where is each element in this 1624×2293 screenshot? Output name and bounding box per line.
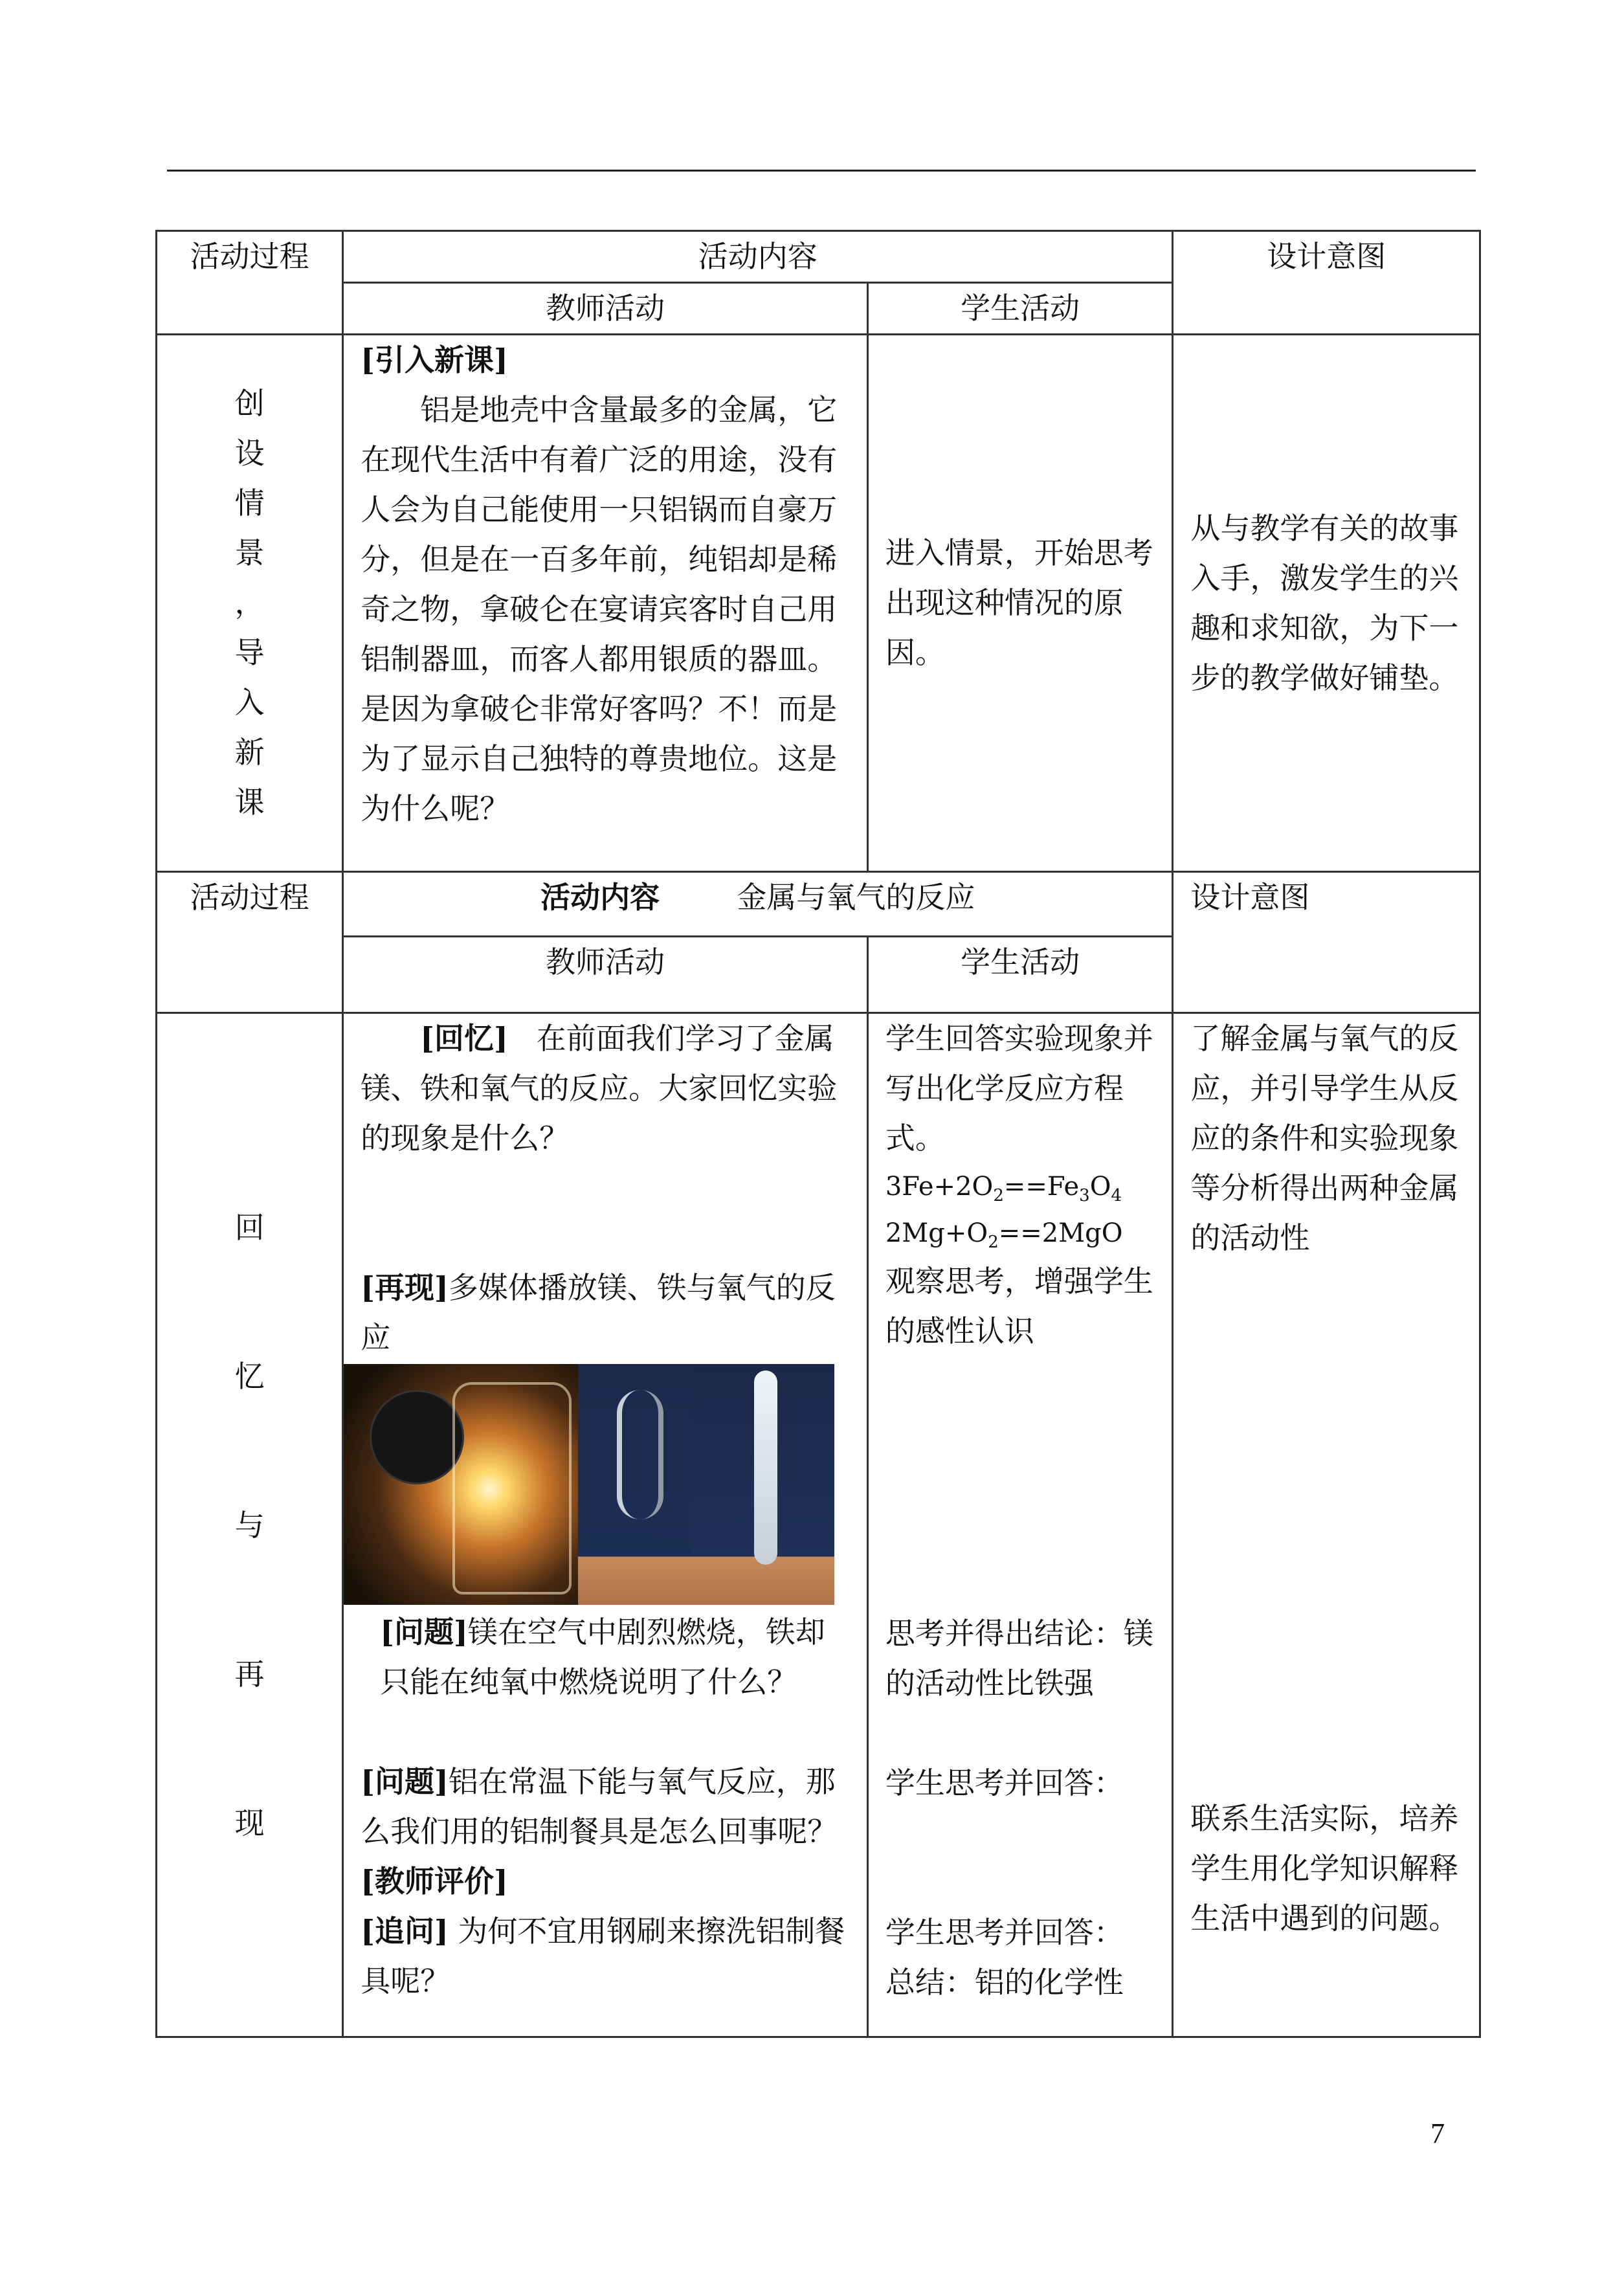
stage-title-intro: 创 设 情 景 ， 导 入 新 课 <box>157 335 343 872</box>
col-header-student-2: 学生活动 <box>867 937 1173 1013</box>
student-answer-1: 学生回答实验现象并写出化学反应方程式。 <box>885 1021 1153 1156</box>
col-header-intent: 设计意图 <box>1173 231 1480 335</box>
design-intent-recall <box>1173 1013 1480 2037</box>
followup-tag: [追问] <box>361 1914 449 1949</box>
magnesium-ribbon-photo <box>692 1364 834 1605</box>
recall-paragraph <box>361 1014 850 1163</box>
stage-title-recall: 回 忆 与 再 现 <box>157 1013 343 2037</box>
content-topic: 金属与氧气的反应 <box>737 880 975 915</box>
recall-text: 在前面我们学习了金属镁、铁和氧气的反应。大家回忆实验的现象是什么？ <box>361 1021 838 1156</box>
question2-text: 铝在常温下能与氧气反应，那么我们用的铝制餐具是怎么回事呢？ <box>361 1764 838 1849</box>
student-summary: 总结：铝的化学性 <box>885 1965 1124 2000</box>
student-observe: 观察思考，增强学生的感性认识 <box>885 1264 1153 1348</box>
design-intent-intro: 从与教学有关的故事入手，激发学生的兴趣和求知欲，为下一步的教学做好铺垫。 <box>1173 335 1480 872</box>
student-activity-intro: 进入情景，开始思考出现这种情况的原因。 <box>867 335 1173 872</box>
question1-paragraph <box>361 1607 850 1707</box>
teacher-activity-intro <box>343 335 868 872</box>
intro-story: 铝是地壳中含量最多的金属，它在现代生活中有着广泛的用途，没有人会为自己能使用一只铝锅而自豪万分，但是在一百多年前，纯铝却是稀奇之物，拿破仑在宴请宾客时自己用铝制器皿，而客人都用银质的器皿。是因为拿破仑非常好客吗？不！而是为了显示自己独特的尊贵地位。这是为什么呢？ <box>361 392 838 826</box>
col-header-student: 学生活动 <box>867 283 1173 335</box>
question1-tag: [问题] <box>380 1615 468 1650</box>
col-header-teacher-2: 教师活动 <box>343 937 868 1013</box>
replay-text: 多媒体播放镁、铁与氧气的反应 <box>361 1270 836 1355</box>
teacher-activity-recall <box>343 1013 868 2037</box>
equation-iron: $3Fe+2O_2==Fe_3O_4$ <box>885 1172 1122 1205</box>
col-header-teacher: 教师活动 <box>343 283 868 335</box>
lesson-plan-table <box>155 230 1481 2038</box>
followup-paragraph <box>361 1907 850 2006</box>
intent-recall-1: 了解金属与氧气的反应，并引导学生从反应的条件和实验现象等分析得出两种金属的活动性 <box>1190 1021 1459 1255</box>
followup-text: 为何不宜用钢刷来擦洗铝制餐具呢？ <box>361 1914 845 1998</box>
replay-paragraph <box>361 1263 850 1363</box>
col-header-process: 活动过程 <box>157 231 343 335</box>
student-think-1: 学生思考并回答： <box>885 1765 1124 1800</box>
student-activity-recall <box>867 1013 1173 2037</box>
content-label: 活动内容 <box>540 880 660 915</box>
intro-tag: [引入新课] <box>361 342 508 377</box>
reaction-photos <box>344 1364 836 1605</box>
col-header-content: 活动内容 <box>343 231 1173 283</box>
recall-tag: [回忆] <box>420 1021 508 1056</box>
col-header-intent-2: 设计意图 <box>1173 872 1480 1013</box>
student-think-2: 学生思考并回答： <box>885 1915 1124 1950</box>
page-number: 7 <box>1430 2118 1445 2149</box>
intent-recall-2: 联系生活实际，培养学生用化学知识解释生活中遇到的问题。 <box>1190 1801 1459 1936</box>
student-conclusion: 思考并得出结论：镁的活动性比铁强 <box>885 1616 1153 1701</box>
teacher-evaluation-tag: [教师评价] <box>361 1864 508 1899</box>
header-rule <box>167 170 1476 172</box>
question2-paragraph <box>361 1757 850 1857</box>
equation-magnesium: $2Mg+O_2==2MgO$ <box>885 1218 1123 1252</box>
question1-text: 镁在空气中剧烈燃烧，铁却只能在纯氧中燃烧说明了什么？ <box>380 1615 825 1699</box>
col-header-process-2: 活动过程 <box>157 872 343 1013</box>
question2-tag: [问题] <box>361 1764 449 1799</box>
col-header-content-2 <box>343 872 1173 937</box>
iron-wire-photo <box>578 1364 692 1605</box>
iron-burning-photo <box>344 1364 578 1605</box>
replay-tag: [再现] <box>361 1270 449 1305</box>
